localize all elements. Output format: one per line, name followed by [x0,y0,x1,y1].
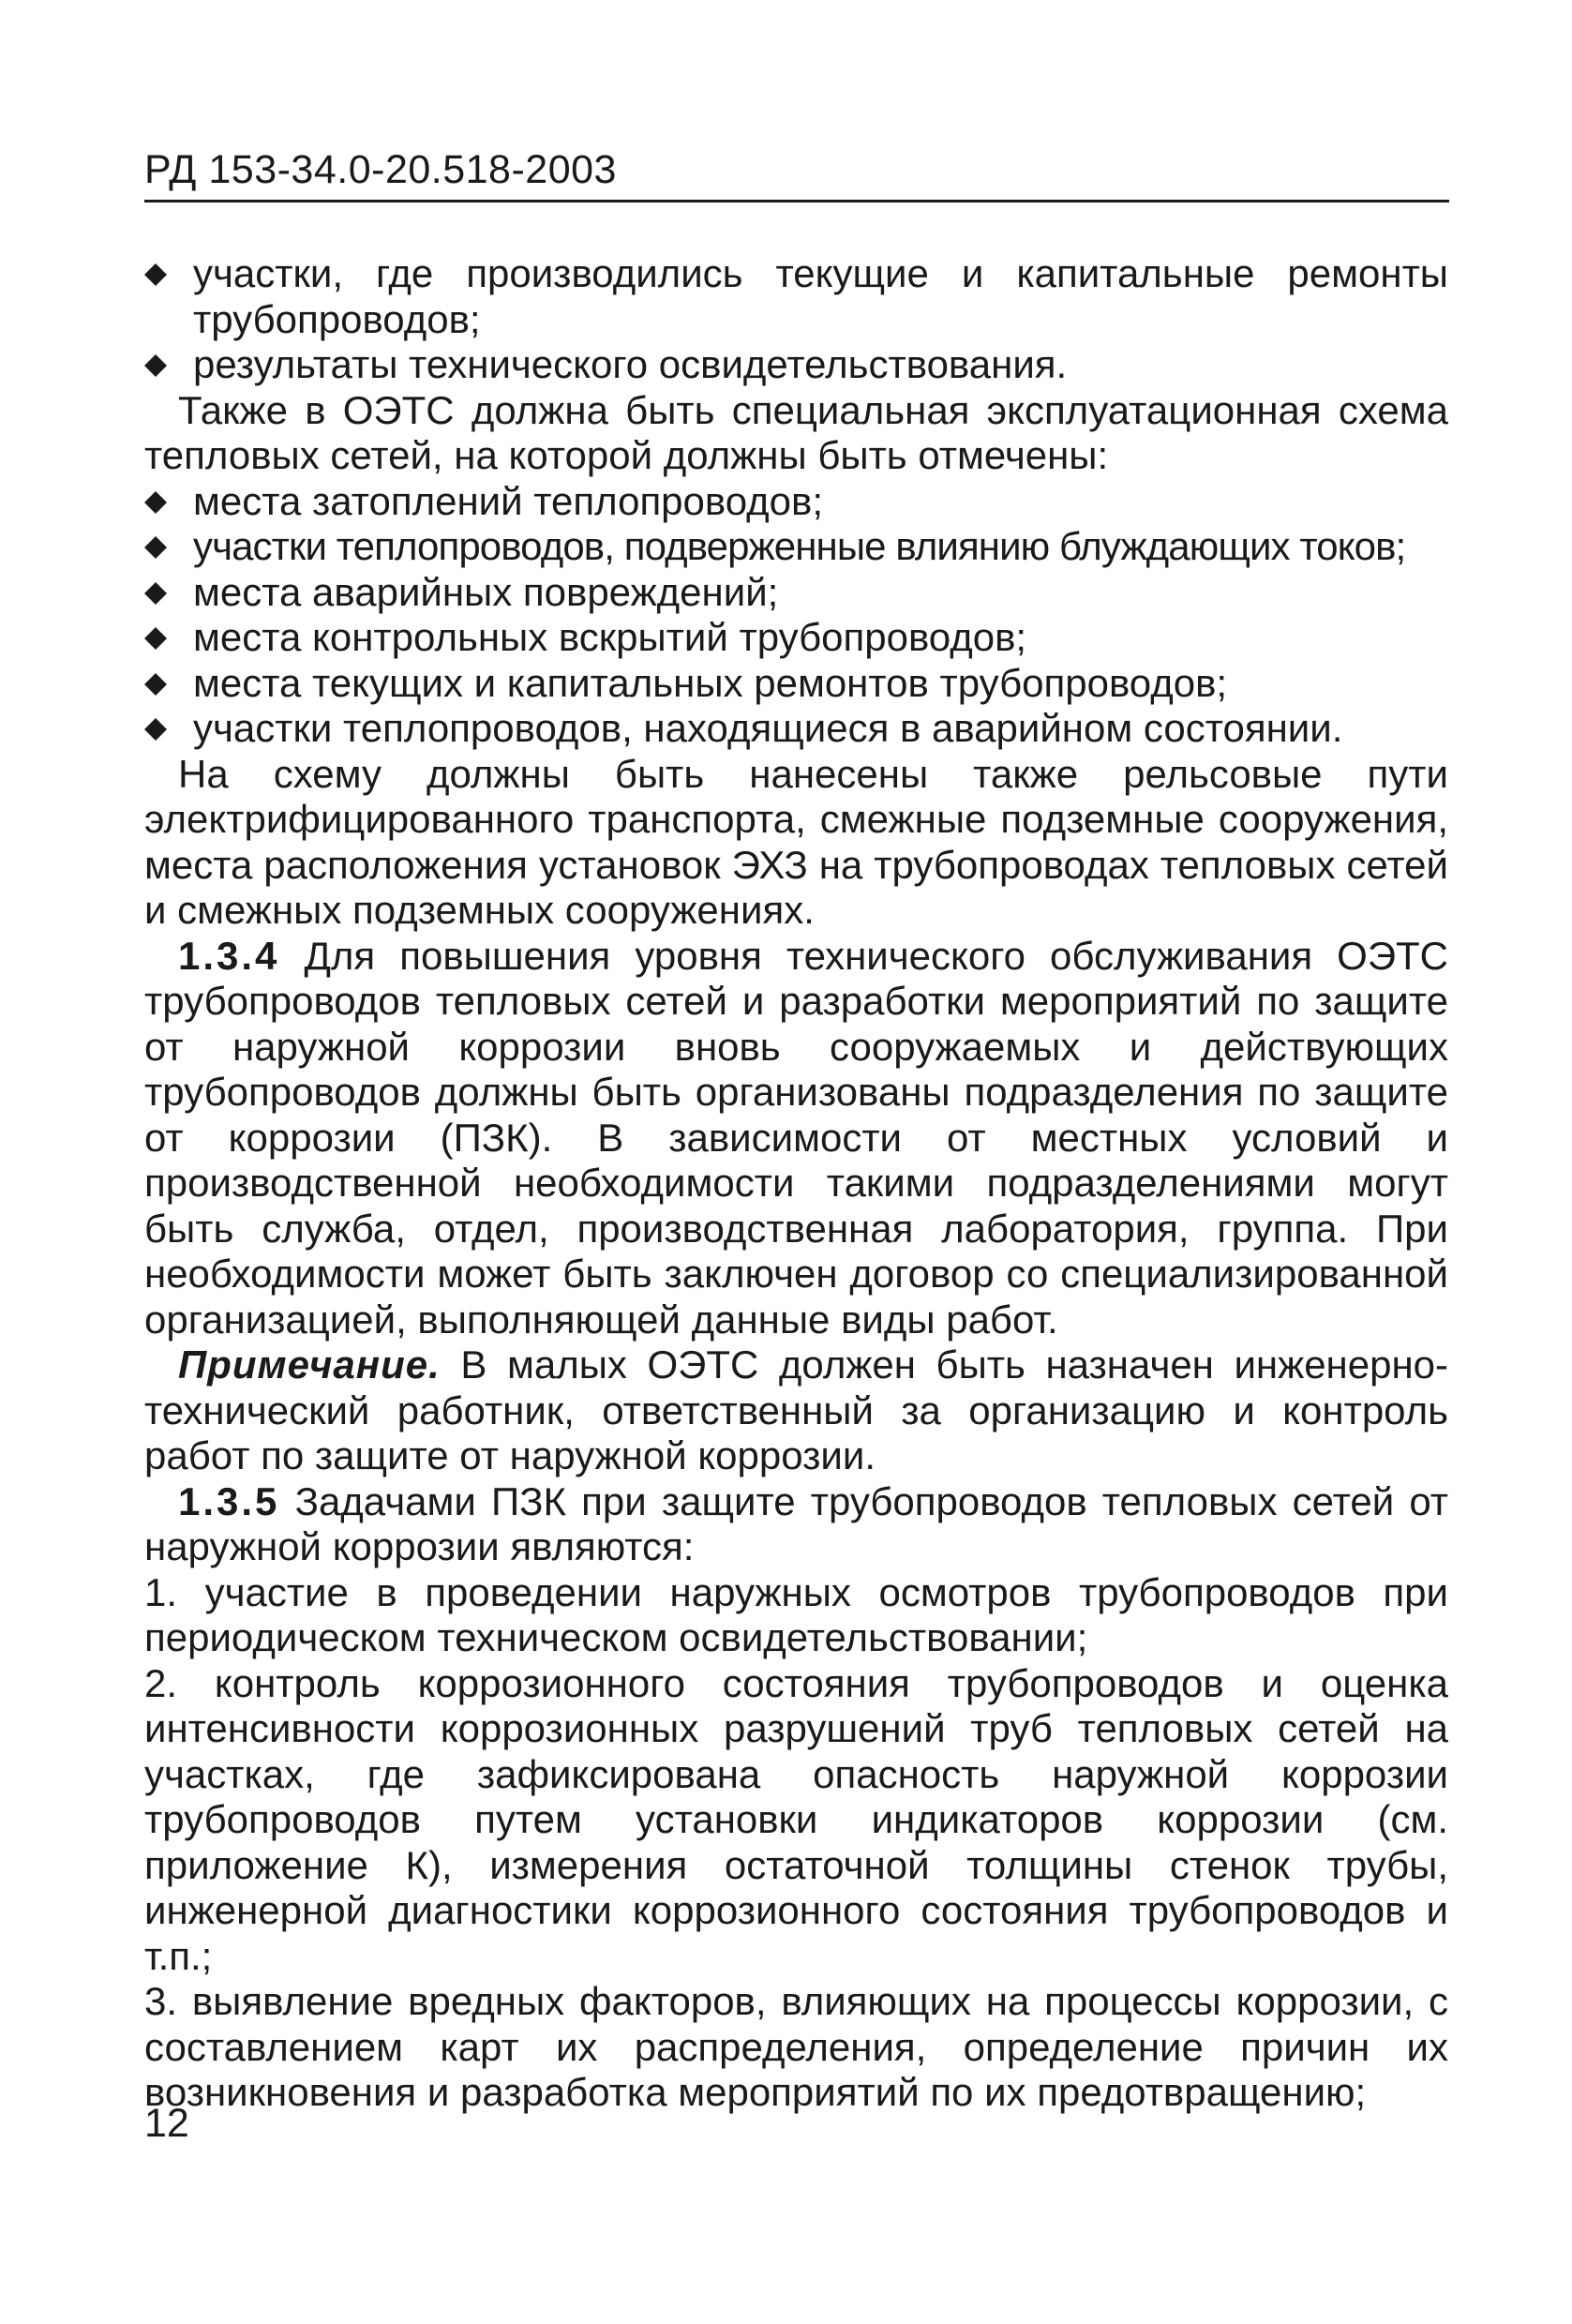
diamond-bullet-icon [144,582,167,605]
item-text: контроль коррозионного состояния трубопроводов и оценка интенсивности коррозионных разрушений труб тепловых сетей на участках, где зафиксирована опасность наружной коррозии трубопроводов путем установки индикаторов коррозии (см. приложение К), измерения остаточной толщины стенок трубы, инженерной диагностики коррозионного состояния трубопроводов и т.п.; [144,1660,1448,1978]
item-number: 2. [144,1660,178,1705]
page-number: 12 [144,2101,189,2146]
item-number: 1. [144,1569,178,1614]
list-item: результаты технического освидетельствования. [144,342,1448,388]
section-1-3-4 [144,934,1448,1343]
list-item: места аварийных повреждений; [144,570,1448,616]
header-rule [144,200,1449,202]
list-item: участки теплопроводов, подверженные влиянию блуждающих токов; [144,524,1448,570]
diamond-bullet-icon [144,536,167,559]
numbered-item [144,1979,1448,2116]
diamond-bullet-icon [144,354,167,377]
section-number: 1.3.5 [178,1478,280,1523]
item-text: участие в проведении наружных осмотров трубопроводов при периодическом техническом освидетельствовании; [144,1569,1448,1659]
diamond-bullet-icon [144,627,167,650]
list-item: участки, где производились текущие и капитальные ремонты трубопроводов; [144,251,1448,342]
paragraph-apply: На схему должны быть нанесены также рельсовые пути электрифицированного транспорта, смежные подземные сооружения, места расположения установок ЭХЗ на трубопроводах тепловых сетей и смежных подземных сооружениях. [144,751,1448,932]
document-code-header: РД 153-34.0-20.518-2003 [144,147,617,192]
diamond-bullet-icon [144,673,167,696]
item-text: выявление вредных факторов, влияющих на процессы коррозии, с составлением карт их распределения, определение причин их возникновения и разработка мероприятий по их предотвращению; [144,1979,1449,2114]
note-label: Примечание. [178,1342,441,1387]
section-1-3-5 [144,1479,1448,1570]
list-item: участки теплопроводов, находящиеся в аварийном состоянии. [144,706,1448,752]
list-item: места текущих и капитальных ремонтов трубопроводов; [144,661,1448,707]
section-number: 1.3.4 [178,933,280,978]
section-text: Задачами ПЗК при защите трубопроводов тепловых сетей от наружной коррозии являются: [144,1478,1448,1568]
numbered-item [144,1570,1448,1661]
note-paragraph [144,1342,1448,1479]
diamond-bullet-icon [144,263,167,286]
list-item: места затоплений теплопроводов; [144,479,1448,525]
item-number: 3. [144,1979,178,2023]
paragraph-scheme: Также в ОЭТС должна быть специальная эксплуатационная схема тепловых сетей, на которой должны быть отмечены: [144,387,1448,477]
note-text: В малых ОЭТС должен быть назначен инженерно-технический работник, ответственный за организацию и контроль работ по защите от наружной коррозии. [144,1342,1449,1477]
page-body [144,251,1448,2116]
diamond-bullet-icon [144,491,167,514]
diamond-bullet-icon [144,718,167,741]
list-item: места контрольных вскрытий трубопроводов; [144,615,1448,661]
section-text: Для повышения уровня технического обслуживания ОЭТС трубопроводов тепловых сетей и разработки мероприятий по защите от наружной коррозии вновь сооружаемых и действующих трубопроводов должны быть организованы подразделения по защите от коррозии (ПЗК). В зависимости от местных условий и производственной необходимости такими подразделениями могут быть служба, отдел, производственная лаборатория, группа. При необходимости может быть заключен договор со специализированной организацией, выполняющей данные виды работ. [144,933,1448,1342]
numbered-item [144,1661,1448,1980]
